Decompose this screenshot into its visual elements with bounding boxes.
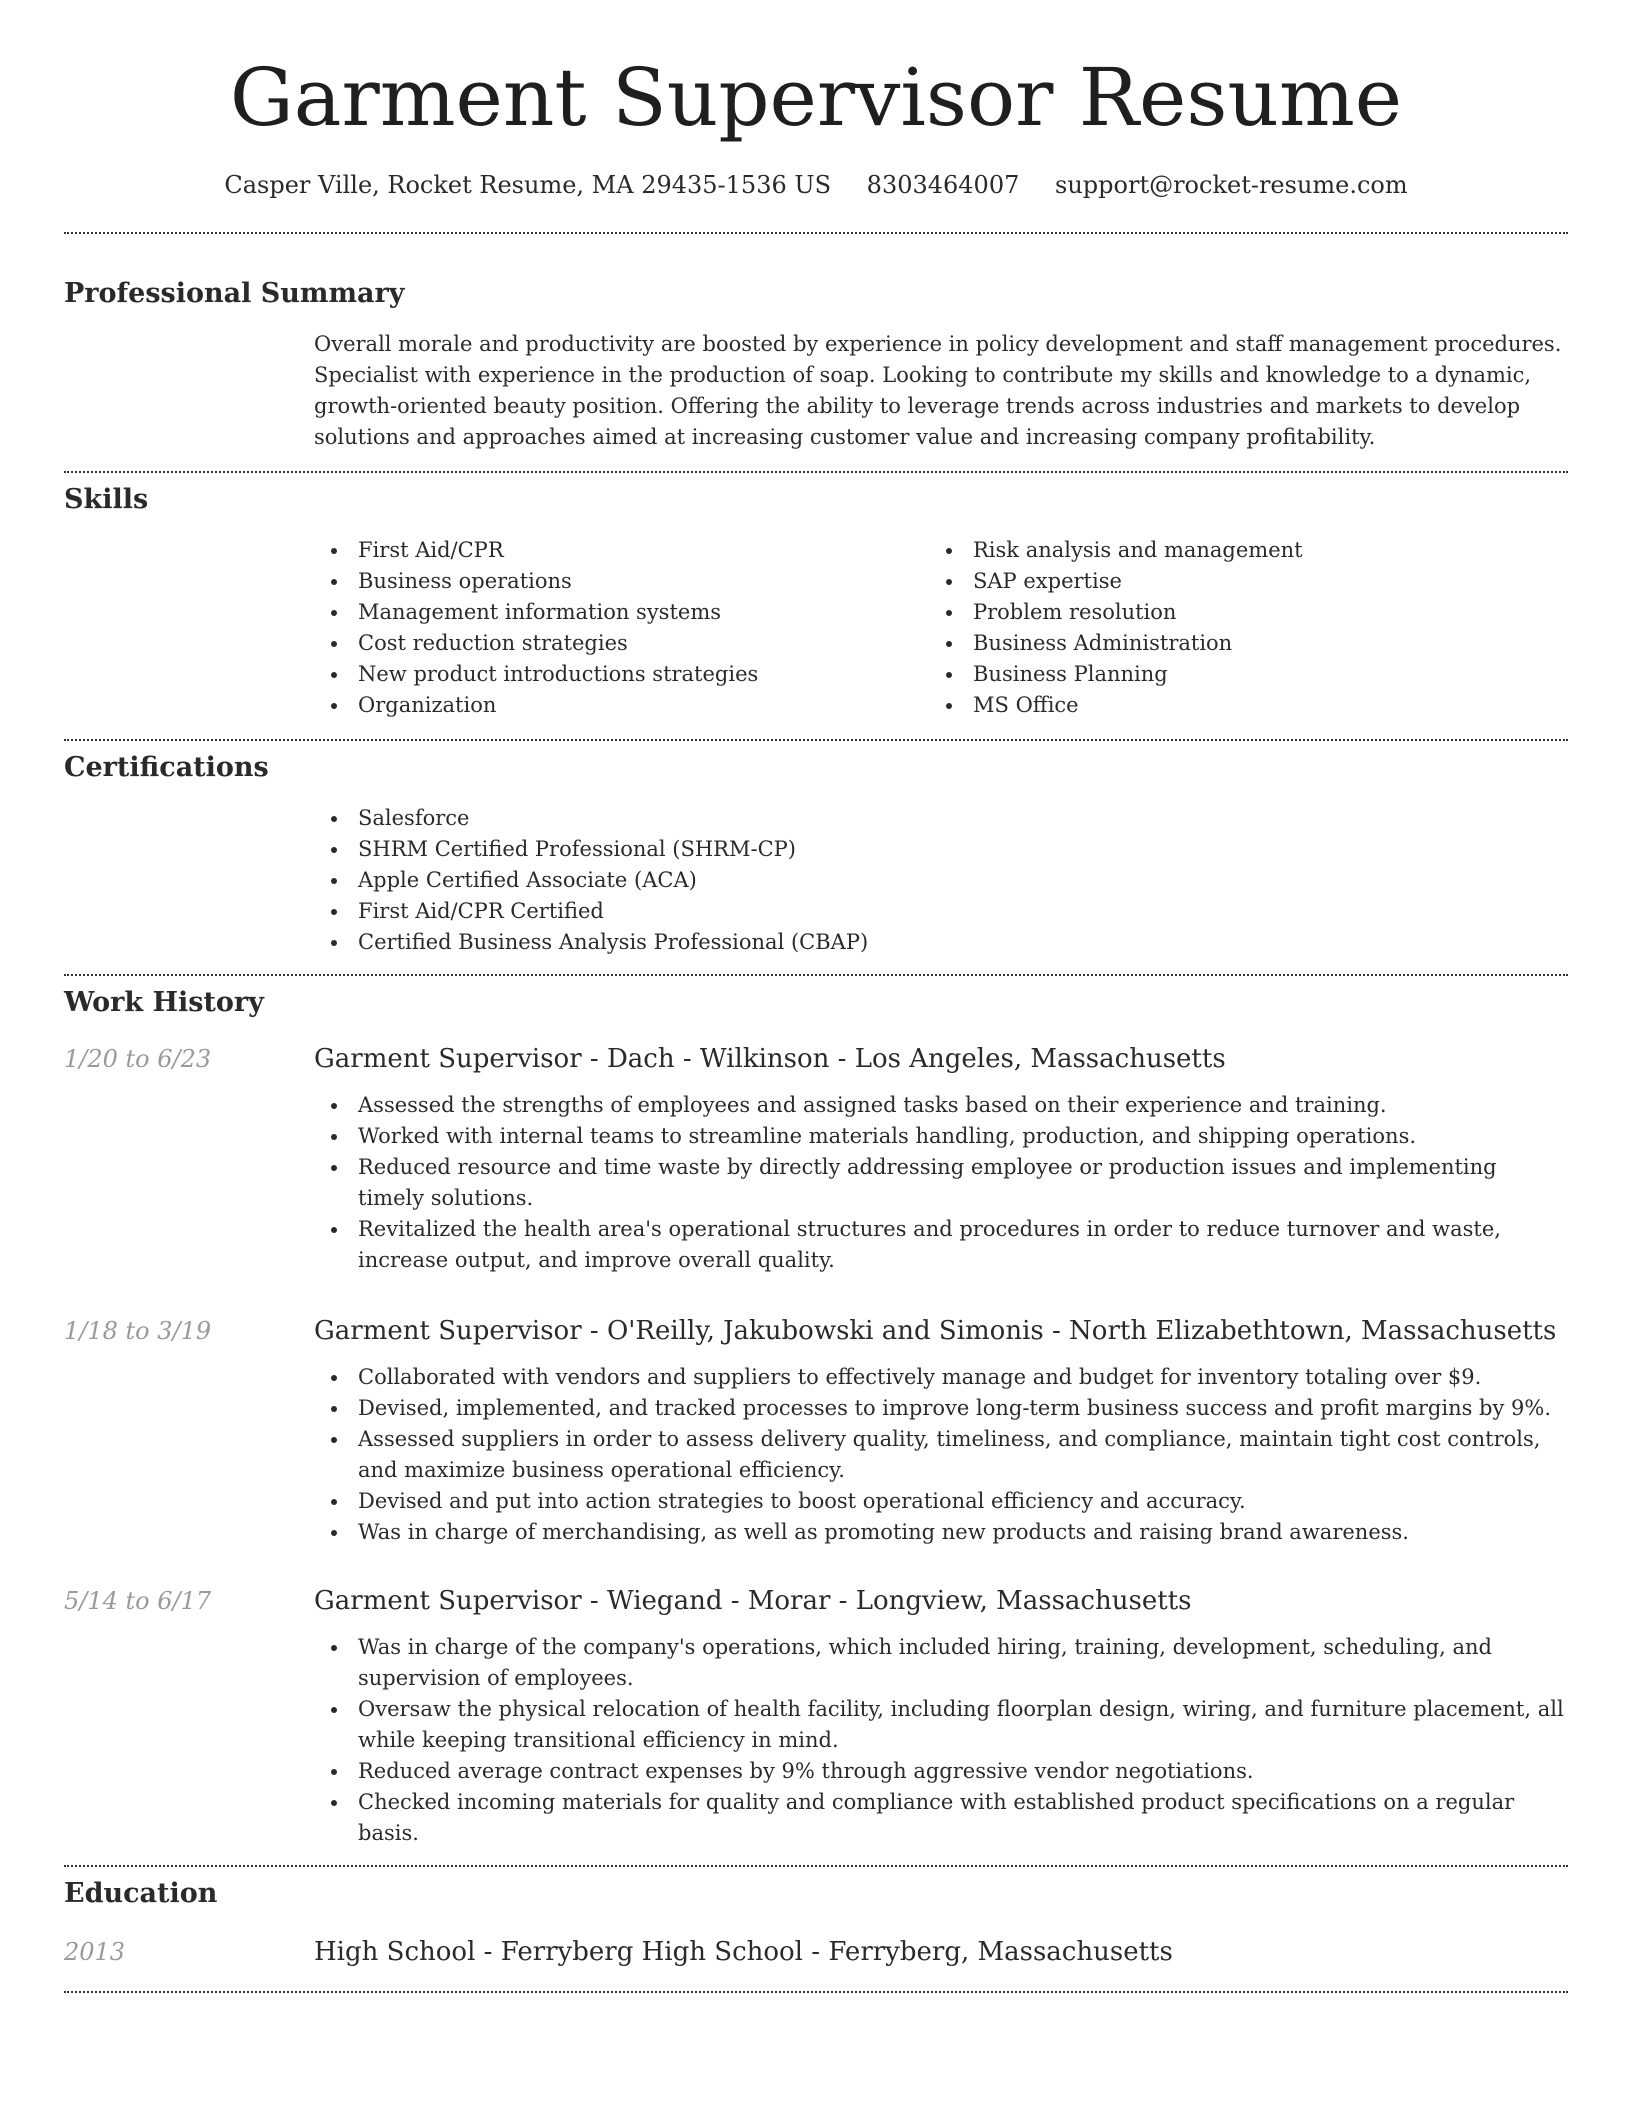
skills-list-left [314, 535, 929, 721]
certification-item: SHRM Certified Professional (SHRM-CP) [314, 834, 1568, 865]
job-bullet: Collaborated with vendors and suppliers to effectively manage and budget for inventory totaling over $9. [314, 1362, 1568, 1393]
work-history-section [64, 986, 1568, 1849]
skill-item: Organization [314, 690, 929, 721]
divider [64, 739, 1568, 741]
divider [64, 974, 1568, 976]
job-dates: 1/18 to 3/19 [64, 1317, 212, 1345]
job-title: Garment Supervisor - O'Reilly, Jakubowski and Simonis - North Elizabethtown, Massachusetts [314, 1316, 1557, 1346]
summary-section [64, 277, 1568, 453]
certification-item: Apple Certified Associate (ACA) [314, 865, 1568, 896]
job-entry [64, 1584, 1568, 1618]
job-bullets [314, 1090, 1568, 1276]
job-bullet: Oversaw the physical relocation of health facility, including floorplan design, wiring, and furniture placement, all while keeping transitional efficiency in mind. [314, 1694, 1568, 1756]
skill-item: Cost reduction strategies [314, 628, 929, 659]
certification-item: Certified Business Analysis Professional (CBAP) [314, 927, 1568, 958]
job-bullet: Reduced resource and time waste by directly addressing employee or production issues and implementing timely solutions. [314, 1152, 1568, 1214]
certifications-list [314, 803, 1568, 958]
certification-item: First Aid/CPR Certified [314, 896, 1568, 927]
job-bullet: Was in charge of merchandising, as well as promoting new products and raising brand awareness. [314, 1517, 1568, 1548]
contact-line [64, 170, 1568, 200]
job-entry [64, 1314, 1568, 1348]
contact-address: Casper Ville, Rocket Resume, MA 29435-1536 US [224, 171, 832, 199]
job-title: Garment Supervisor - Dach - Wilkinson - Los Angeles, Massachusetts [314, 1044, 1226, 1074]
job-dates: 1/20 to 6/23 [64, 1045, 212, 1073]
job-bullet: Assessed suppliers in order to assess delivery quality, timeliness, and compliance, maintain tight cost controls, and maximize business operational efficiency. [314, 1424, 1568, 1486]
skill-item: MS Office [929, 690, 1544, 721]
skills-heading: Skills [64, 484, 149, 515]
education-section [64, 1877, 1568, 1969]
summary-text: Overall morale and productivity are boosted by experience in policy development and staff management procedures. Specialist with experience in the production of soap. Looking to contribute my skills and knowledge to a dynamic, growth-oriented beauty position. Offering the ability to leverage trends across industries and markets to develop solutions and approaches aimed at increasing customer value and increasing company profitability. [314, 332, 1562, 449]
job-bullet: Reduced average contract expenses by 9% through aggressive vendor negotiations. [314, 1756, 1568, 1787]
job-entry [64, 1042, 1568, 1076]
resume-title: Garment Supervisor Resume [229, 51, 1403, 144]
skills-list-right [929, 535, 1544, 721]
education-dates: 2013 [64, 1938, 126, 1966]
education-title: High School - Ferryberg High School - Ferryberg, Massachusetts [314, 1937, 1173, 1967]
job-bullet: Checked incoming materials for quality and compliance with established product specifications on a regular basis. [314, 1787, 1568, 1849]
skill-item: Business Planning [929, 659, 1544, 690]
divider [64, 232, 1568, 234]
contact-phone: 8303464007 [866, 171, 1020, 199]
certifications-heading: Certifications [64, 752, 269, 783]
skill-item: First Aid/CPR [314, 535, 929, 566]
work-history-heading: Work History [64, 987, 264, 1018]
skill-item: Risk analysis and management [929, 535, 1544, 566]
summary-heading: Professional Summary [64, 278, 405, 309]
skills-section [64, 483, 1568, 721]
skill-item: Business operations [314, 566, 929, 597]
skill-item: Business Administration [929, 628, 1544, 659]
job-title: Garment Supervisor - Wiegand - Morar - Longview, Massachusetts [314, 1586, 1192, 1616]
job-bullet: Assessed the strengths of employees and assigned tasks based on their experience and training. [314, 1090, 1568, 1121]
job-bullet: Devised, implemented, and tracked processes to improve long-term business success and profit margins by 9%. [314, 1393, 1568, 1424]
education-entry [64, 1935, 1568, 1969]
skill-item: Management information systems [314, 597, 929, 628]
job-bullet: Worked with internal teams to streamline materials handling, production, and shipping operations. [314, 1121, 1568, 1152]
divider [64, 471, 1568, 473]
job-bullets [314, 1362, 1568, 1548]
job-bullet: Was in charge of the company's operations, which included hiring, training, development, scheduling, and supervision of employees. [314, 1632, 1568, 1694]
skill-item: New product introductions strategies [314, 659, 929, 690]
education-heading: Education [64, 1878, 218, 1909]
job-bullets [314, 1632, 1568, 1849]
resume-page [64, 0, 1568, 1993]
contact-email: support@rocket-resume.com [1055, 171, 1408, 199]
divider [64, 1991, 1568, 1993]
certifications-section [64, 751, 1568, 958]
divider [64, 1865, 1568, 1867]
job-bullet: Devised and put into action strategies to boost operational efficiency and accuracy. [314, 1486, 1568, 1517]
skill-item: SAP expertise [929, 566, 1544, 597]
skill-item: Problem resolution [929, 597, 1544, 628]
certification-item: Salesforce [314, 803, 1568, 834]
job-bullet: Revitalized the health area's operational structures and procedures in order to reduce turnover and waste, increase output, and improve overall quality. [314, 1214, 1568, 1276]
job-dates: 5/14 to 6/17 [64, 1587, 212, 1615]
